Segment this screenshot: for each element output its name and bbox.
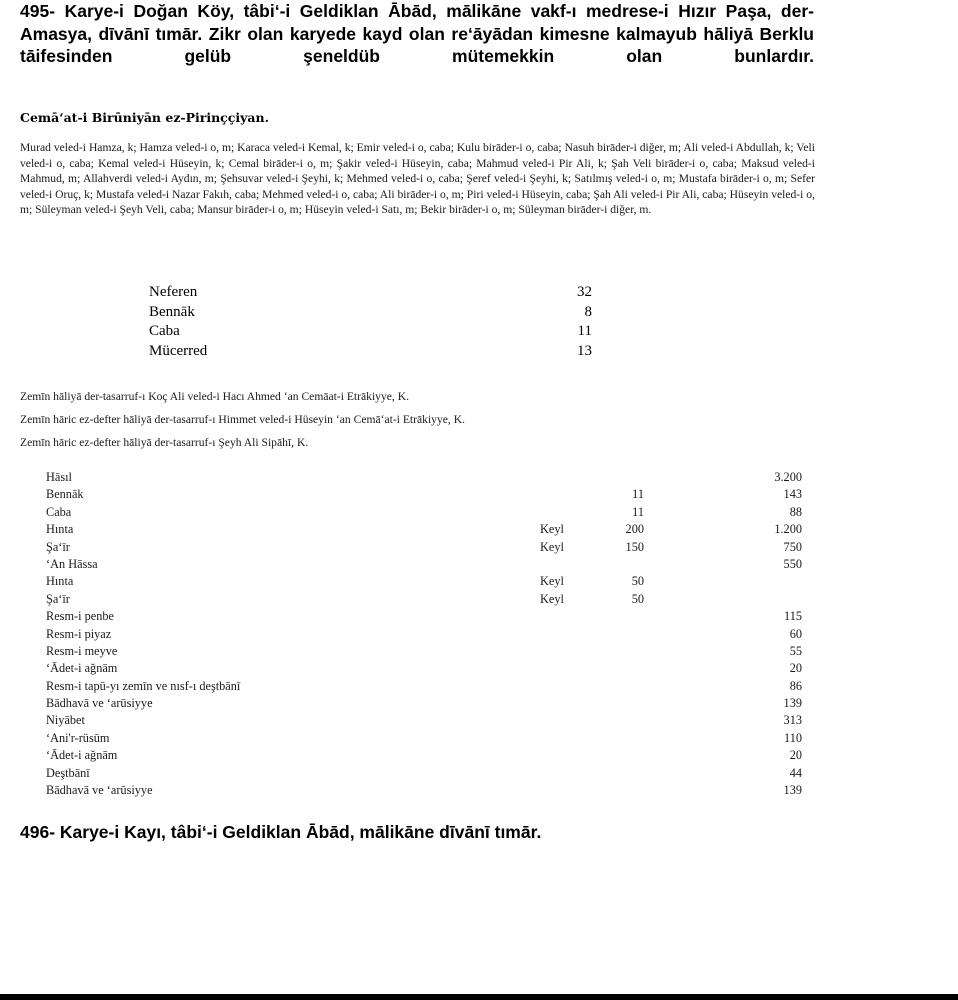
count-label: Neferen	[149, 284, 198, 300]
land-note: Zemīn hāric ez-defter hāliyā der-tasarruf-ı Şeyh Ali Sipāhī, K.	[20, 436, 309, 449]
income-amount: 20	[789, 748, 802, 763]
income-unit: Keyl	[540, 539, 564, 554]
income-label: ‘Ādet-i ağnām	[46, 661, 118, 676]
income-amount: 20	[789, 661, 802, 676]
income-label: Resm-i penbe	[46, 609, 114, 624]
income-row	[46, 574, 802, 591]
count-value: 13	[577, 342, 592, 359]
income-amount: 750	[783, 539, 802, 554]
count-label: Bennāk	[149, 303, 195, 320]
names-paragraph: Murad veled-i Hamza, k; Hamza veled-i o, m; Karaca veled-i Kemal, k; Emir veled-i o, caba; Kulu birāder-i o, caba; Nasuh birāder-i diğer, m; Ali veled-i Abdullah, k; Veli veled-i o, caba; Kemal veled-i Hüseyin, k; Cemal birāder-i o, m; Şakir veled-i Hüseyin, caba; Mahmud veled-i Pir Ali, k; Şah Veli birāder-i o, caba; Maksud veled-i Mahmud, m; Allahverdi veled-i Aydın, m; Şehsuvar veled-i Şeyhi, k; Mehmed veled-i o, caba; Şeref veled-i Şeyhi, k; Satılmış veled-i o, m; Mustafa birāder-i o, m; Sefer veled-i Oruç, k; Mustafa veled-i Nazar Fakıh, caba; Mehmed veled-i o, caba; Ali birāder-i o, m; Piri veled-i Hüseyin, caba; Şah Ali veled-i Pir Ali, caba; Hüseyin veled-i o, m; Süleyman veled-i Şeyh Veli, caba; Mansur birāder-i o, m; Hüseyin veled-i Satı, m; Bekir birāder-i o, m; Süleyman birāder-i diğer, m.	[20, 141, 815, 216]
land-note: Zemīn hāric ez-defter hāliyā der-tasarruf-ı Himmet veled-i Hüseyin ‘an Cemā‘at-i Etrākiyye, K.	[20, 413, 465, 426]
income-row	[46, 627, 802, 644]
income-label: Bādhavā ve ‘arūsiyye	[46, 696, 153, 711]
count-label: Caba	[149, 323, 180, 339]
income-label: ‘Ani'r-rüsūm	[46, 730, 110, 745]
income-row	[46, 696, 802, 713]
income-unit: Keyl	[540, 591, 564, 606]
income-row	[46, 505, 802, 522]
income-amount: 3.200	[774, 470, 802, 484]
count-label: Mücerred	[149, 342, 208, 359]
income-amount: 1.200	[774, 522, 802, 537]
income-row	[46, 748, 802, 765]
income-row	[46, 731, 802, 748]
income-unit: Keyl	[540, 574, 564, 589]
income-quantity: 50	[631, 574, 644, 589]
income-amount: 110	[784, 730, 802, 745]
income-row	[46, 766, 802, 783]
income-label: Resm-i meyve	[46, 643, 118, 658]
income-label: Resm-i tapū-yı zemīn ve nısf-ı deştbānī	[46, 678, 241, 693]
income-row	[46, 557, 802, 574]
income-label: ‘An Hāssa	[46, 556, 98, 571]
count-value: 11	[577, 323, 592, 339]
income-amount: 139	[783, 783, 802, 798]
income-row	[46, 592, 802, 609]
land-note: Zemīn hāliyā der-tasarruf-ı Koç Ali veled-i Hacı Ahmed ‘an Cemāat-i Etrākiyye, K.	[20, 390, 409, 403]
land-notes	[20, 390, 465, 459]
income-label: Hınta	[46, 574, 74, 589]
income-label: ‘Ādet-i ağnām	[46, 748, 118, 763]
bottom-border	[0, 994, 958, 1000]
income-label: Caba	[46, 504, 72, 519]
income-amount: 60	[789, 626, 802, 641]
income-quantity: 11	[632, 487, 644, 502]
income-row	[46, 783, 802, 800]
income-label: Bennāk	[46, 487, 84, 502]
income-amount: 143	[783, 487, 802, 502]
income-row	[46, 713, 802, 730]
income-label: Resm-i piyaz	[46, 626, 112, 641]
village-495-heading: 495- Karye-i Doğan Köy, tâbi‘-i Geldiklan Ābād, mālikāne vakf-ı medrese-i Hızır Paşa, der-Amasya, dīvānī tımār. Zikr olan karyede kayd olan re‘āyādan kimesne kalmayub hāliyā Berklu tāifesinden gelüb şeneldüb mütemekkin olan bunlardır.	[20, 1, 814, 66]
income-row	[46, 661, 802, 678]
income-label: Niyābet	[46, 713, 85, 728]
income-table	[46, 470, 802, 800]
income-row	[46, 487, 802, 504]
income-quantity: 150	[625, 539, 644, 554]
income-label: Şa‘īr	[46, 539, 70, 554]
income-unit: Keyl	[540, 522, 564, 537]
income-label: Deştbānī	[46, 765, 90, 780]
income-row	[46, 644, 802, 661]
income-amount: 44	[789, 765, 802, 780]
section-title: Cemā‘at-i Birūniyān ez-Pirinççiyan.	[20, 110, 269, 125]
income-amount: 313	[783, 713, 802, 728]
income-label: Hāsıl	[46, 470, 72, 484]
income-row	[46, 679, 802, 696]
income-amount: 550	[783, 556, 802, 571]
count-value: 8	[584, 303, 592, 320]
income-row	[46, 540, 802, 557]
income-row	[46, 609, 802, 626]
income-row	[46, 470, 802, 487]
income-quantity: 11	[632, 504, 644, 519]
income-amount: 115	[784, 609, 802, 624]
income-quantity: 200	[625, 522, 644, 537]
income-quantity: 50	[631, 591, 644, 606]
income-amount: 139	[783, 696, 802, 711]
income-amount: 88	[789, 504, 802, 519]
village-496-heading: 496- Karye-i Kayı, tâbi‘-i Geldiklan Ābād, mālikāne dīvānī tımār.	[20, 822, 542, 842]
count-value: 32	[577, 284, 592, 300]
income-label: Bādhavā ve ‘arūsiyye	[46, 783, 153, 798]
income-amount: 55	[789, 643, 802, 658]
income-label: Şa‘īr	[46, 591, 70, 606]
income-label: Hınta	[46, 522, 74, 537]
income-row	[46, 522, 802, 539]
income-amount: 86	[789, 678, 802, 693]
